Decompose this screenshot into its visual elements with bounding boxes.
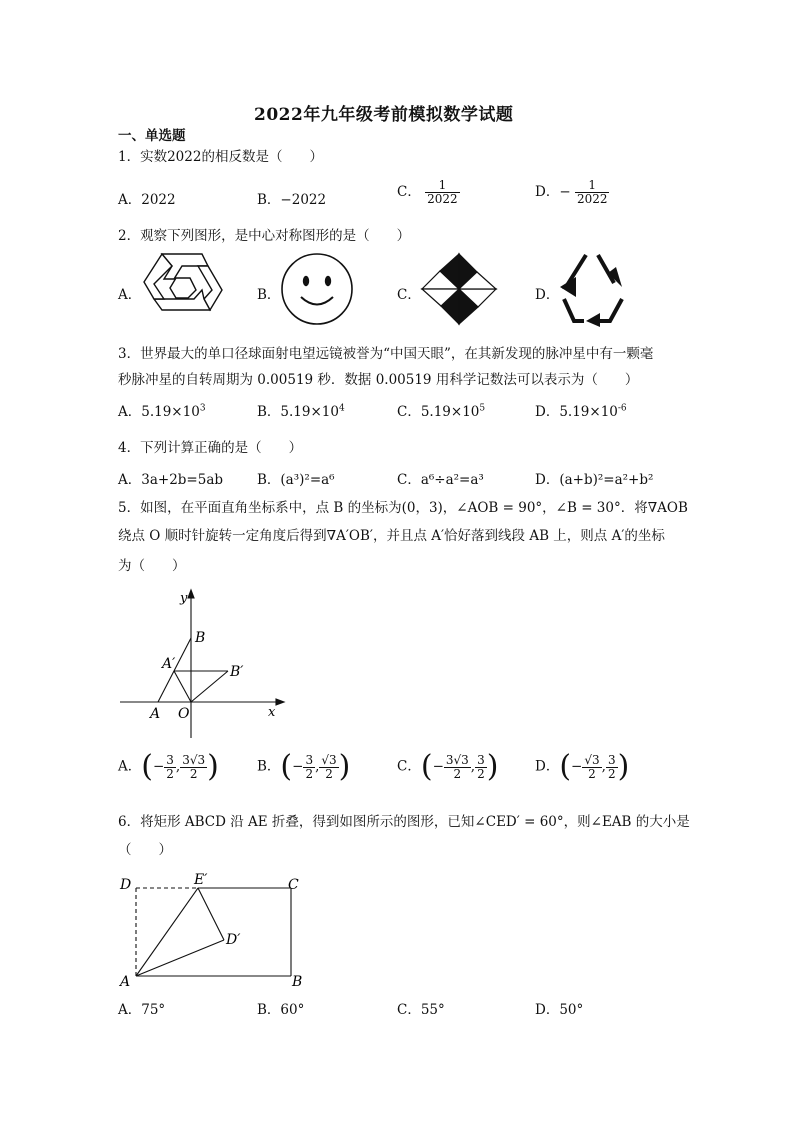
q4-option-a: A．3a+2b=5ab bbox=[118, 472, 224, 488]
q5-d-label: D． bbox=[535, 758, 560, 775]
q5-c-label: C． bbox=[397, 758, 421, 775]
q1-d-num: 1 bbox=[588, 178, 597, 192]
smiley-face-figure bbox=[280, 252, 354, 326]
q5-b-x-num: 3 bbox=[305, 752, 314, 767]
q5-option-b: B．(− $\frac{3}{2}$ , $\frac{√3}{2}$ ) bbox=[257, 749, 351, 784]
q1-option-d-fraction bbox=[575, 179, 610, 206]
q5-c-x-sign: − bbox=[432, 758, 444, 775]
q5-a-x-den: 2 bbox=[166, 766, 174, 781]
y-axis-arrow bbox=[188, 590, 194, 598]
q5-d-x-den: 2 bbox=[582, 767, 601, 781]
q5-d-y-den: 2 bbox=[607, 766, 616, 781]
q3-stem-line2: 秒脉冲星的自转周期为 0.00519 秒．数据 0.00519 用科学记数法可以表示为（ ） bbox=[118, 372, 639, 388]
label-E-prime: E′ bbox=[194, 872, 208, 888]
q5-b-y-num: √3 bbox=[321, 752, 337, 767]
q6-stem-line1: 6．将矩形 ABCD 沿 AE 折叠，得到如图所示的图形，已知∠CED′ = 60°，则∠EAB 的大小是 bbox=[118, 814, 690, 830]
segment-OB1 bbox=[191, 671, 228, 702]
q6-option-b: B．60° bbox=[257, 1002, 305, 1018]
q6-option-d: D．50° bbox=[535, 1002, 584, 1018]
q3-b-base: B．5.19×10 bbox=[257, 404, 339, 420]
label-x: x bbox=[268, 705, 276, 720]
q5-b-x-den: 2 bbox=[305, 766, 314, 781]
recycle-triangle-figure bbox=[556, 247, 628, 327]
q5-stem-line2: 绕点 O 顺时针旋转一定角度后得到∇A′OB′，并且点 A′恰好落到线段 AB 上，则点 A′的坐标 bbox=[118, 528, 665, 544]
label-B-prime: B′ bbox=[230, 664, 244, 680]
q4-option-c: C．a⁶÷a²=a³ bbox=[397, 472, 484, 488]
q5-coordinate-figure bbox=[116, 586, 288, 742]
q5-d-y-num: 3 bbox=[607, 752, 616, 767]
label-D: D bbox=[120, 877, 132, 893]
label-A: A bbox=[150, 706, 161, 722]
q1-option-d-prefix: D．− bbox=[535, 184, 571, 200]
q3-a-base: A．5.19×10 bbox=[118, 404, 200, 420]
label-B: B bbox=[195, 630, 206, 646]
label-C: C bbox=[288, 877, 299, 893]
q5-d-x-num: √3 bbox=[584, 752, 600, 767]
pinwheel-figure bbox=[420, 252, 498, 326]
q1-option-c-prefix: C． bbox=[397, 184, 421, 200]
q4-stem: 4．下列计算正确的是（ ） bbox=[118, 440, 303, 456]
q2-stem: 2．观察下列图形，是中心对称图形的是（ ） bbox=[118, 228, 411, 244]
q6-option-a: A．75° bbox=[118, 1002, 166, 1018]
label-A: A bbox=[120, 974, 131, 990]
q5-option-d: D．(− $\frac{√3}{2}$ , $\frac{3}{2}$ ) bbox=[535, 749, 630, 784]
q2-option-c: C． bbox=[397, 287, 421, 303]
section-heading: 一、单选题 bbox=[118, 128, 186, 144]
q2-option-a: A． bbox=[118, 287, 142, 303]
q1-c-den: 2022 bbox=[427, 192, 458, 206]
q5-c-y-num: 3 bbox=[477, 752, 485, 767]
q5-c-x-num: 3√3 bbox=[445, 752, 469, 767]
q5-c-y-den: 2 bbox=[477, 766, 485, 781]
x-axis-arrow bbox=[276, 699, 284, 705]
segment-OA1 bbox=[174, 671, 191, 702]
q3-option-d bbox=[535, 400, 627, 420]
q1-option-c-fraction bbox=[425, 179, 460, 206]
q5-b-y-den: 2 bbox=[319, 767, 338, 781]
q1-d-den: 2022 bbox=[576, 192, 608, 206]
page-title: 2022年九年级考前模拟数学试题 bbox=[254, 105, 514, 125]
q3-option-c bbox=[397, 400, 485, 420]
q5-d-x-sign: − bbox=[571, 758, 583, 775]
label-A-prime: A′ bbox=[162, 656, 176, 672]
q2-option-b: B． bbox=[257, 287, 281, 303]
q1-option-c bbox=[397, 179, 460, 206]
q5-a-label: A． bbox=[118, 758, 142, 775]
q4-option-b: B．(a³)²=a⁶ bbox=[257, 472, 335, 488]
recycle-hexagon-figure bbox=[142, 252, 224, 326]
q4-option-d: D．(a+b)²=a²+b² bbox=[535, 472, 654, 488]
q1-c-num: 1 bbox=[438, 178, 447, 192]
q3-option-a bbox=[118, 400, 206, 420]
q5-a-y-den: 2 bbox=[180, 767, 207, 781]
q6-option-c: C．55° bbox=[397, 1002, 445, 1018]
label-B: B bbox=[292, 974, 303, 990]
segment-ED1 bbox=[198, 888, 224, 940]
q3-a-exp: 3 bbox=[199, 403, 206, 414]
q6-stem-line2: （ ） bbox=[118, 842, 172, 858]
q5-a-x-num: 3 bbox=[166, 752, 174, 767]
q3-b-exp: 4 bbox=[338, 403, 345, 414]
q5-b-label: B． bbox=[257, 758, 281, 775]
q5-b-x-sign: − bbox=[292, 758, 304, 775]
q5-stem-line1: 5．如图，在平面直角坐标系中，点 B 的坐标为(0，3)，∠AOB = 90°，∠B = 30°．将∇AOB bbox=[118, 500, 688, 516]
q1-option-b: B．−2022 bbox=[257, 192, 327, 208]
q3-d-base: D．5.19×10 bbox=[535, 404, 618, 420]
label-O: O bbox=[178, 706, 190, 722]
q5-a-y-num: 3√3 bbox=[182, 752, 206, 767]
q5-stem-line3: 为（ ） bbox=[118, 558, 186, 574]
q5-option-a: A．(− $\frac{3}{2}$ , $\frac{3√3}{2}$ ) bbox=[118, 749, 219, 784]
q3-c-base: C．5.19×10 bbox=[397, 404, 480, 420]
q5-c-x-den: 2 bbox=[444, 767, 471, 781]
q3-stem-line1: 3．世界最大的单口径球面射电望远镜被誉为“中国天眼”，在其新发现的脉冲星中有一颗毫 bbox=[118, 346, 654, 362]
label-D-prime: D′ bbox=[226, 932, 241, 948]
q1-option-d bbox=[535, 179, 609, 206]
q3-option-b bbox=[257, 400, 345, 420]
q1-option-a: A．2022 bbox=[118, 192, 176, 208]
q5-option-c: C．(− $\frac{3√3}{2}$ , $\frac{3}{2}$ ) bbox=[397, 749, 499, 784]
q1-stem: 1．实数2022的相反数是（ ） bbox=[118, 149, 323, 165]
q5-a-x-sign: − bbox=[152, 758, 165, 775]
q3-d-exp: -6 bbox=[617, 403, 627, 414]
q6-rectangle-figure bbox=[116, 868, 312, 992]
q3-c-exp: 5 bbox=[479, 403, 486, 414]
label-y: y bbox=[180, 591, 188, 606]
q2-option-d: D． bbox=[535, 287, 560, 303]
